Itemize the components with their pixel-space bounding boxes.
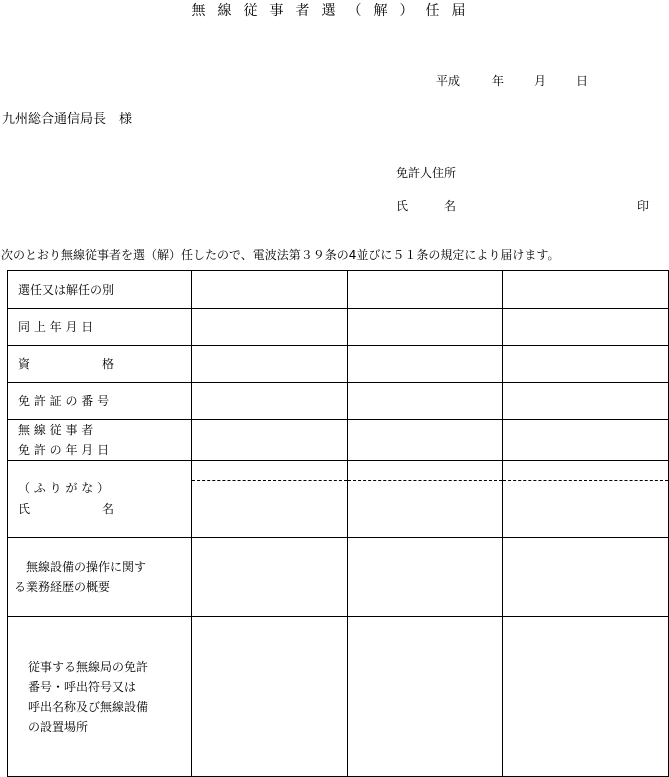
seal-mark: 印 [637,199,650,213]
entry-cell[interactable] [192,346,348,383]
date-month: 月 [534,74,547,88]
notification-table [7,270,669,777]
furigana-divider [503,480,668,481]
entry-cell[interactable] [192,309,348,346]
entry-cell[interactable] [192,420,348,461]
table-row [8,346,669,383]
entry-cell[interactable] [192,617,348,777]
entry-cell[interactable] [503,271,669,309]
entry-cell[interactable] [503,309,669,346]
row-label-text: 資 格 [18,357,115,371]
date-era: 平成 [436,74,461,88]
entry-cell[interactable] [192,271,348,309]
furigana-divider [348,480,502,481]
date-day: 日 [576,74,589,88]
name-entry-cell[interactable] [192,461,348,538]
furigana-divider [192,480,347,481]
entry-cell[interactable] [192,538,348,617]
row-label-text: 同 上 年 月 日 [18,320,94,334]
table-row [8,538,669,617]
entry-cell[interactable] [348,383,503,420]
addressee: 九州総合通信局長 様 [2,112,133,127]
document-title: 無線従事者選（解）任届 [191,3,478,19]
row-label [8,383,192,420]
row-label-text: （ ふ り が な ） 氏 名 [18,481,115,516]
row-label [8,420,192,461]
row-label-text: 免 許 証 の 番 号 [18,394,110,408]
table-row [8,309,669,346]
table-row [8,383,669,420]
table-row [8,461,669,538]
entry-cell[interactable] [503,617,669,777]
table-row [8,617,669,777]
table-row [8,420,669,461]
date-line [436,72,588,89]
date-year: 年 [492,74,505,88]
name-entry-cell[interactable] [348,461,503,538]
row-label [8,309,192,346]
row-label [8,346,192,383]
applicant-name-label: 氏 名 [396,199,457,213]
entry-cell[interactable] [348,617,503,777]
applicant-address-label: 免許人住所 [396,166,457,180]
entry-cell[interactable] [348,538,503,617]
row-label-text: 無線設備の操作に関す る業務経歴の概要 [14,560,147,594]
entry-cell[interactable] [348,420,503,461]
name-entry-cell[interactable] [503,461,669,538]
entry-cell[interactable] [503,346,669,383]
row-label [8,271,192,309]
entry-cell[interactable] [348,309,503,346]
entry-cell[interactable] [503,538,669,617]
row-label-text: 選任又は解任の別 [18,282,115,297]
entry-cell[interactable] [192,383,348,420]
row-label [8,538,192,617]
table-row [8,271,669,309]
row-label-text: 従事する無線局の免許 番号・呼出符号又は 呼出名称及び無線設備 の設置場所 [28,659,149,734]
entry-cell[interactable] [348,346,503,383]
statement-text: 次のとおり無線従事者を選（解）任したので、電波法第３９条の4並びに５１条の規定により届けます。 [1,248,560,262]
row-label [8,617,192,777]
entry-cell[interactable] [348,271,503,309]
entry-cell[interactable] [503,383,669,420]
row-label-text: 無 線 従 事 者 免 許 の 年 月 日 [18,423,110,457]
row-label [8,461,192,538]
entry-cell[interactable] [503,420,669,461]
